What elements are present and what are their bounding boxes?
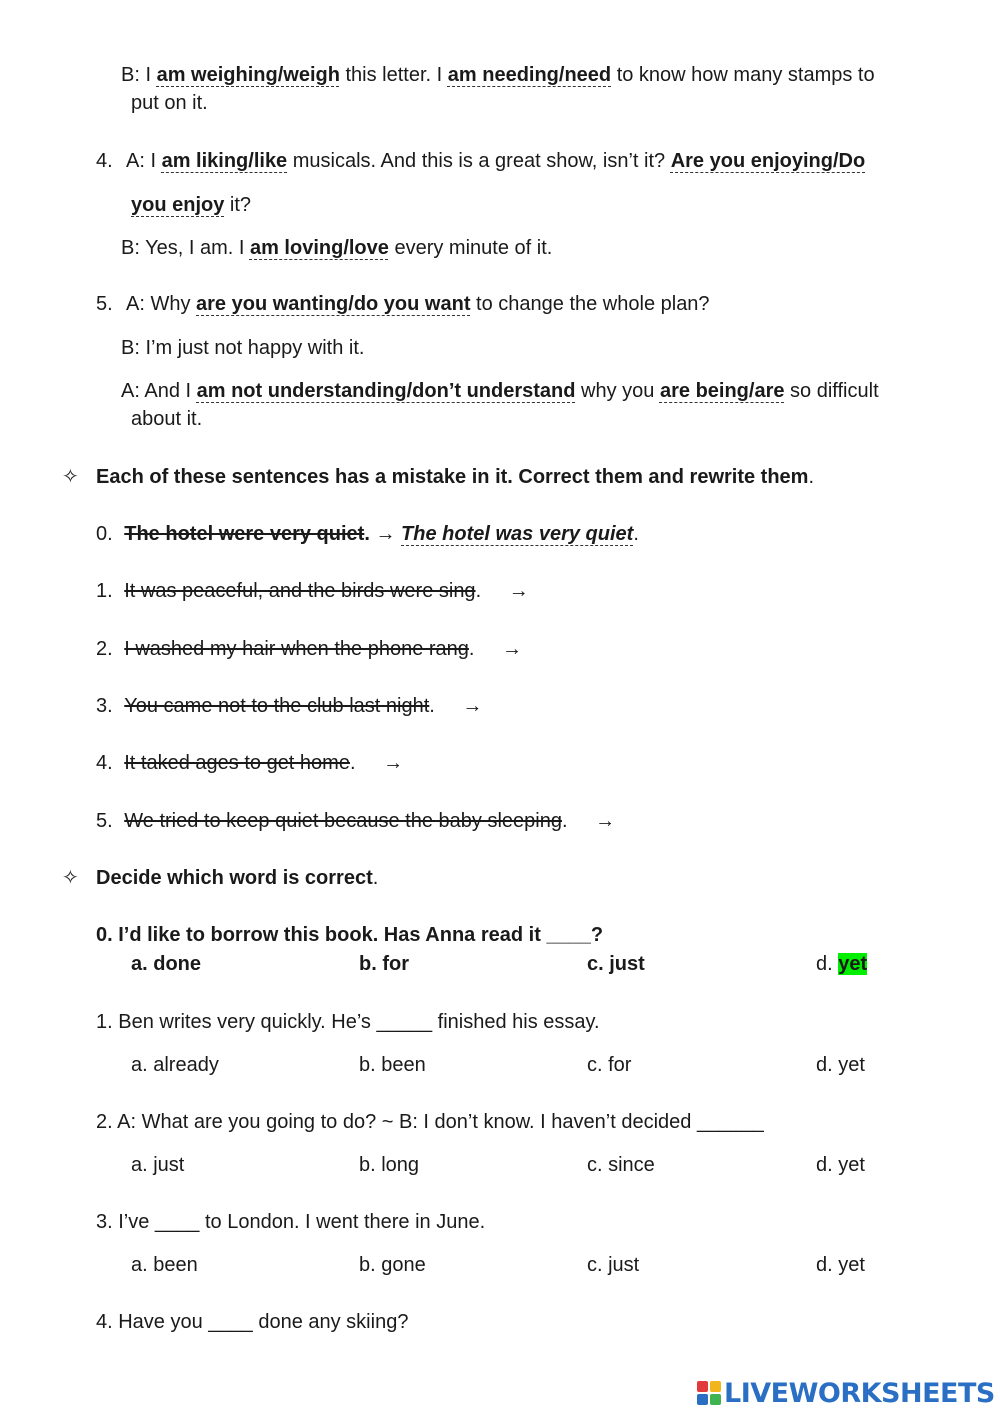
answer: am loving/love	[249, 237, 389, 259]
option-a[interactable]: a. just	[131, 1154, 185, 1176]
item-number: 4.	[96, 150, 113, 172]
list-item: 1. It was peaceful, and the birds were sing. →	[96, 580, 529, 602]
wrong-sentence: It taked ages to get home	[124, 752, 350, 774]
option-c: c. just	[587, 953, 645, 975]
list-item: 3. You came not to the club last night. →	[96, 695, 483, 717]
answer: am weighing/weigh	[156, 64, 340, 86]
answer: Are you enjoying/Do	[670, 150, 866, 172]
dialogue-line: you enjoy it?	[131, 194, 252, 216]
corrected-sentence: The hotel was very quiet	[401, 523, 634, 545]
answer: are you wanting/do you want	[196, 293, 471, 315]
answer: am not understanding/don’t understand	[196, 380, 576, 402]
question: 1. Ben writes very quickly. He’s _____ finished his essay.	[96, 1011, 600, 1033]
list-item: 5. We tried to keep quiet because the baby sleeping. →	[96, 810, 616, 832]
wrong-sentence: We tried to keep quiet because the baby sleeping	[124, 810, 562, 832]
dialogue-line: B: I am weighing/weigh this letter. I am needing/need to know how many stamps to	[121, 64, 875, 86]
dialogue-line: A: And I am not understanding/don’t understand why you are being/are so difficult	[121, 380, 879, 402]
option-b[interactable]: b. gone	[359, 1254, 426, 1276]
wrong-sentence: I washed my hair when the phone rang	[124, 638, 469, 660]
option-c[interactable]: c. since	[587, 1154, 655, 1176]
logo-text: LIVEWORKSHEETS	[724, 1377, 995, 1409]
selected-answer: yet	[838, 953, 868, 975]
logo-icon	[697, 1381, 721, 1405]
answer: you enjoy	[131, 194, 225, 216]
question: 3. I’ve ____ to London. I went there in June.	[96, 1211, 486, 1233]
dialogue-line: B: Yes, I am. I am loving/love every minute of it.	[121, 237, 553, 259]
option-a[interactable]: a. already	[131, 1054, 219, 1076]
arrow-icon: →	[508, 580, 529, 602]
dialogue-line: put on it.	[131, 92, 208, 114]
option-d: d. yet	[816, 953, 868, 975]
arrow-icon: →	[595, 810, 616, 832]
option-d[interactable]: d. yet	[816, 1054, 865, 1076]
option-a[interactable]: a. been	[131, 1254, 198, 1276]
option-b: b. for	[359, 953, 409, 975]
wrong-sentence: The hotel were very quiet	[124, 523, 365, 545]
option-b[interactable]: b. long	[359, 1154, 420, 1176]
section-title: Each of these sentences has a mistake in it. Correct them and rewrite them.	[96, 466, 815, 488]
dialogue-line: B: I’m just not happy with it.	[121, 337, 365, 359]
arrow-icon: →	[375, 523, 396, 545]
example-item: 0. The hotel were very quiet. → The hotel was very quiet.	[96, 523, 639, 545]
list-item: 4. It taked ages to get home. →	[96, 752, 404, 774]
bullet-star-icon: ✧	[62, 466, 79, 488]
question: 4. Have you ____ done any skiing?	[96, 1311, 409, 1333]
dialogue-line: A: Why are you wanting/do you want to change the whole plan?	[126, 293, 710, 315]
option-d[interactable]: d. yet	[816, 1154, 865, 1176]
option-d[interactable]: d. yet	[816, 1254, 865, 1276]
dialogue-line: about it.	[131, 408, 203, 430]
arrow-icon: →	[383, 752, 404, 774]
option-c[interactable]: c. just	[587, 1254, 640, 1276]
arrow-icon: →	[502, 638, 523, 660]
dialogue-line: A: I am liking/like musicals. And this is a great show, isn’t it? Are you enjoying/Do	[126, 150, 866, 172]
answer: are being/are	[659, 380, 785, 402]
wrong-sentence: You came not to the club last night	[124, 695, 430, 717]
bullet-star-icon: ✧	[62, 867, 79, 889]
option-a: a. done	[131, 953, 202, 975]
question: 2. A: What are you going to do? ~ B: I don’t know. I haven’t decided ______	[96, 1111, 764, 1133]
section-title: Decide which word is correct.	[96, 867, 379, 889]
arrow-icon: →	[462, 695, 483, 717]
liveworksheets-logo[interactable]	[697, 1378, 995, 1408]
list-item: 2. I washed my hair when the phone rang. →	[96, 638, 523, 660]
item-number: 5.	[96, 293, 113, 315]
wrong-sentence: It was peaceful, and the birds were sing	[124, 580, 476, 602]
answer: am liking/like	[161, 150, 288, 172]
option-b[interactable]: b. been	[359, 1054, 426, 1076]
question: 0. I’d like to borrow this book. Has Anna read it ____?	[96, 924, 604, 946]
option-c[interactable]: c. for	[587, 1054, 632, 1076]
answer: am needing/need	[447, 64, 612, 86]
